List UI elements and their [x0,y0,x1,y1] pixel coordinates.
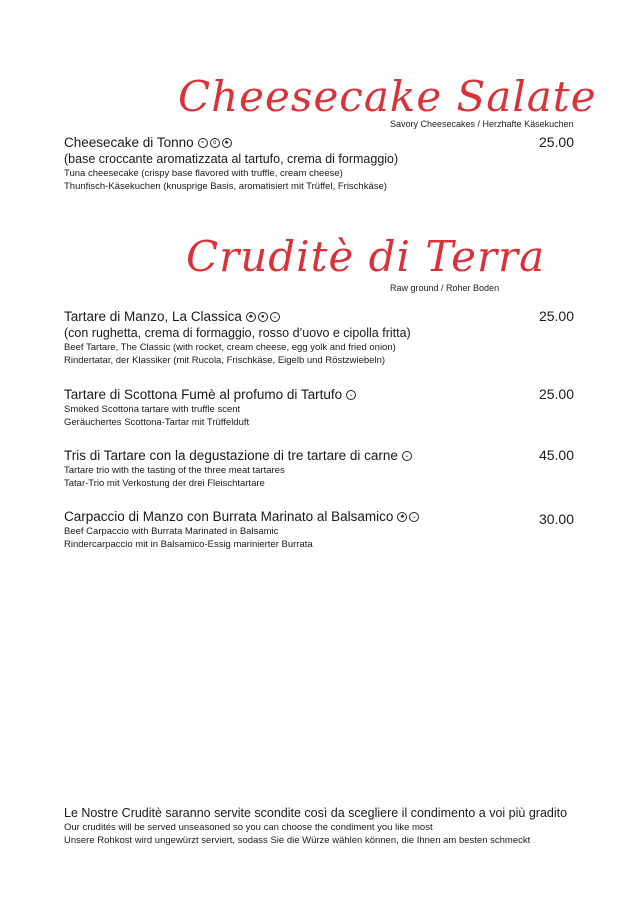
item-desc-it: (con rughetta, crema di formaggio, rosso d’uovo e cipolla fritta) [64,326,411,340]
section-subtitle-crudite: Raw ground / Roher Boden [390,283,500,293]
item-name: Cheesecake di Tonno [64,135,194,150]
mustard-allergen-icon: ⌄ [402,451,412,461]
item-price: 25.00 [538,386,574,402]
section-subtitle-cheesecake: Savory Cheesecakes / Herzhafte Käsekuchen [390,119,574,129]
allergen-icons [198,138,232,148]
item-price: 25.00 [538,308,574,324]
section-title-cheesecake: Cheesecake Salate [178,72,597,121]
item-name: Tartare di Manzo, La Classica [64,309,242,324]
menu-item-cheesecake-tonno [64,134,574,193]
menu-item-tartare-scottona [64,386,574,429]
item-name: Tris di Tartare con la degustazione di tre tartare di carne [64,448,398,463]
allergen-icons [397,512,419,522]
milk-allergen-icon: ♣ [246,312,256,322]
allergen-icons [346,390,356,400]
item-desc-it: (base croccante aromatizzata al tartufo, crema di formaggio) [64,152,399,166]
allergen-icons [246,312,280,322]
fish-allergen-icon: ≈ [198,138,208,148]
menu-item-tris-tartare [64,447,574,490]
footer-note-de: Unsere Rohkost wird ungewürzt serviert, sodass Sie die Würze wählen können, die Ihnen am besten schmeckt [64,835,531,846]
item-desc-de: Tatar-Trio mit Verkostung der drei Fleischtartare [64,478,265,489]
item-desc-en: Smoked Scottona tartare with truffle scent [64,404,241,415]
item-price: 45.00 [538,447,574,463]
mustard-allergen-icon: ⌄ [409,512,419,522]
item-name: Carpaccio di Manzo con Burrata Marinato al Balsamico [64,509,394,524]
item-desc-de: Rindercarpaccio mit in Balsamico-Essig marinierter Burrata [64,539,313,550]
section-title-crudite: Cruditè di Terra [186,232,546,281]
item-desc-en: Beef Carpaccio with Burrata Marinated in Balsamic [64,526,279,537]
item-price: 25.00 [538,134,574,150]
milk-allergen-icon: ♣ [397,512,407,522]
footer-note-en: Our crudités will be served unseasoned so you can choose the condiment you like most [64,822,433,833]
item-desc-de: Thunfisch-Käsekuchen (knusprige Basis, aromatisiert mit Trüffel, Frischkäse) [64,181,387,192]
item-desc-en: Tartare trio with the tasting of the three meat tartares [64,465,285,476]
footer-note-it: Le Nostre Cruditè saranno servite scondite così da scegliere il condimento a voi più gradito [64,806,568,820]
item-desc-de: Geräuchertes Scottona-Tartar mit Trüffelduft [64,417,250,428]
allergen-icons [402,451,412,461]
item-price: 30.00 [538,511,574,527]
menu-item-carpaccio [64,508,574,551]
item-desc-de: Rindertatar, der Klassiker (mit Rucola, Frischkäse, Eigelb und Röstzwiebeln) [64,355,386,366]
mustard-allergen-icon: ⌄ [270,312,280,322]
milk-allergen-icon: ♣ [222,138,232,148]
egg-allergen-icon: ● [258,312,268,322]
menu-item-tartare-manzo [64,308,574,367]
item-desc-en: Tuna cheesecake (crispy base flavored with truffle, cream cheese) [64,168,343,179]
footer-note [64,805,604,847]
item-desc-en: Beef Tartare, The Classic (with rocket, cream cheese, egg yolk and fried onion) [64,342,396,353]
item-name: Tartare di Scottona Fumè al profumo di Tartufo [64,387,343,402]
egg-allergen-icon: o [210,138,220,148]
mustard-allergen-icon: ⌄ [346,390,356,400]
